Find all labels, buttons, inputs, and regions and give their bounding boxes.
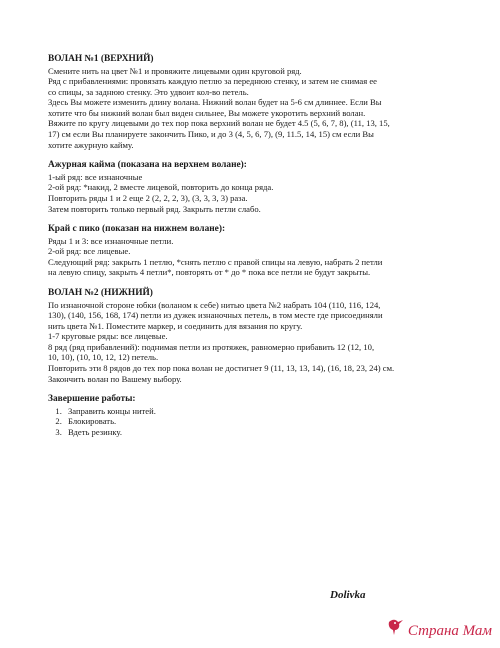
text-line: хотите что бы нижний волан был виден сильнее, Вы можете укоротить верхний волан.: [48, 107, 366, 118]
text-line: Затем повторить только первый ряд. Закрыть петли слабо.: [48, 203, 261, 214]
text-line: Закончить волан по Вашему выбору.: [48, 373, 182, 384]
text-line: нить цвета №1. Поместите маркер, и соединить для вязания по кругу.: [48, 320, 303, 331]
text-line: 8 ряд (ряд прибавлений): поднимая петли из протяжек, равномерно прибавить 12 (12, 10,: [48, 341, 375, 352]
section-lower-ruffle: [48, 288, 466, 384]
text-line: Смените нить на цвет №1 и провяжите лицевыми один круговой ряд.: [48, 65, 302, 76]
document-body: [48, 54, 466, 448]
list-item: 2. Блокировать.: [64, 416, 466, 427]
text-line: Повторить ряды 1 и 2 еще 2 (2, 2, 2, 3), (3, 3, 3, 3) раза.: [48, 192, 248, 203]
section-heading: Край с пико (показан на нижнем волане):: [48, 224, 226, 235]
text-line: 1-7 круговые ряды: все лицевые.: [48, 331, 168, 342]
text-line: 10, 10), (10, 10, 12, 12) петель.: [48, 352, 159, 363]
section-lace-edging: [48, 160, 466, 214]
stork-logo-icon: [385, 616, 407, 638]
section-heading: Завершение работы:: [48, 394, 136, 405]
section-picot-edge: [48, 224, 466, 278]
text-line: хотите ажурную кайму.: [48, 139, 134, 150]
section-upper-ruffle: [48, 54, 466, 150]
text-line: 1-ый ряд: все изнаночные: [48, 171, 143, 182]
text-line: Следующий ряд: закрыть 1 петлю, *снять петлю с правой спицы на левую, набрать 2 петли: [48, 256, 383, 267]
text-line: 2-ой ряд: все лицевые.: [48, 246, 131, 257]
text-line: Здесь Вы можете изменить длину волана. Нижний волан будет на 5-6 см длиннее. Если Вы: [48, 97, 382, 108]
text-line: на левую спицу, закрыть 4 петли*, повторять от * до * пока все петли не будут закрыты.: [48, 267, 371, 278]
list-item: 3. Вдеть резинку.: [64, 427, 466, 438]
text-line: со спицы, за заднюю стенку. Это удвоит кол-во петель.: [48, 86, 249, 97]
text-line: Повторить эти 8 рядов до тех пор пока волан не достигнет 9 (11, 13, 13, 14), (16, 18, 23, 24) см.: [48, 363, 395, 374]
text-line: Ряд с прибавлениями: провязать каждую петлю за переднюю стенку, и затем не снимая ее: [48, 76, 377, 87]
section-finishing: [48, 394, 466, 437]
text-line: Вяжите по кругу лицевыми до тех пор пока верхний волан не будет 4.5 (5, 6, 7, 8), (11, 13, 15,: [48, 118, 390, 129]
text-line: Ряды 1 и 3: все изнаночные петли.: [48, 235, 174, 246]
text-line: 2-ой ряд: *накид, 2 вместе лицевой, повторить до конца ряда.: [48, 182, 274, 193]
author-signature: Dolivka: [330, 589, 366, 601]
text-line: По изнаночной стороне юбки (воланом к себе) нитью цвета №2 набрать 104 (110, 116, 124,: [48, 299, 381, 310]
watermark-text: Страна Мам: [407, 623, 492, 639]
section-heading: Ажурная кайма (показана на верхнем волане):: [48, 160, 247, 171]
section-heading: ВОЛАН №2 (НИЖНИЙ): [48, 288, 153, 298]
text-line: 130), (140, 156, 168, 174) петли из дужек изнаночных петель, в том месте где присоединяли: [48, 310, 383, 321]
finishing-steps-list: [48, 406, 466, 438]
site-watermark: [385, 616, 492, 640]
section-heading: ВОЛАН №1 (ВЕРХНИЙ): [48, 54, 154, 64]
list-item: 1. Заправить концы нитей.: [64, 406, 466, 417]
text-line: 17) см если Вы планируете закончить Пико, и до 3 (4, 5, 6, 7), (9, 11.5, 14, 15) см если Вы: [48, 129, 374, 140]
